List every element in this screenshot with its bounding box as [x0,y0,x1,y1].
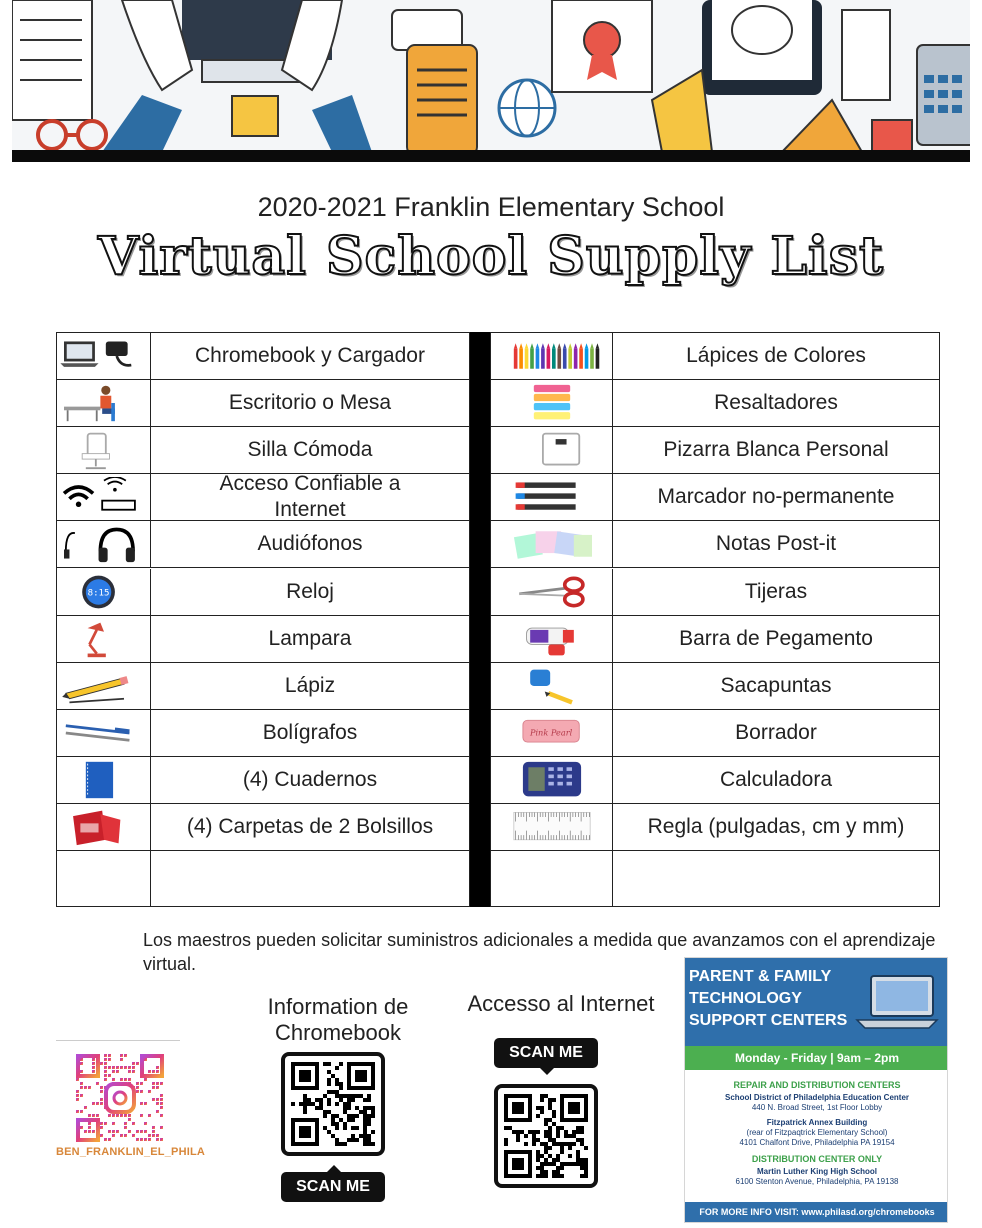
banner-divider [12,150,970,162]
supply-icon-cell [491,569,613,615]
divider-line [56,1040,180,1041]
supply-row [491,333,939,380]
laptop-icon [853,972,943,1032]
folder-icon [60,807,148,847]
pencil-icon [60,666,148,706]
page-subtitle: 2020-2021 Franklin Elementary School [257,192,725,222]
supply-row [491,616,939,663]
tech-support-flyer [684,957,948,1223]
supply-table [56,332,940,907]
flyer-location-address: 440 N. Broad Street, 1st Floor Lobby [751,1103,883,1112]
supply-label: Marcador no-permanente [657,485,895,509]
supply-icon-cell [57,804,151,850]
supply-label: Resaltadores [714,391,838,415]
supply-icon-cell [57,663,151,709]
supply-label: Lápices de Colores [686,344,866,368]
supply-row [491,380,939,427]
internet-scan-me-label: SCAN ME [494,1038,598,1068]
wifi-icon [60,477,148,517]
supply-icon-cell [57,851,151,906]
highlighters-icon [494,383,610,423]
colored-pencils-icon [494,336,610,376]
supply-label: Pizarra Blanca Personal [663,438,889,462]
supply-label: Lápiz [284,673,336,697]
flyer-heading: PARENT & FAMILY TECHNOLOGY SUPPORT CENTERS [689,968,848,1029]
supply-row [57,380,469,427]
supply-icon-cell [491,333,613,379]
supply-icon-cell [57,521,151,567]
supply-label: (4) Cuadernos [242,767,378,791]
supply-label: Calculadora [719,767,833,791]
flyer-body [685,1076,948,1187]
supply-row [491,663,939,710]
teacher-note: Los maestros pueden solicitar suministros adicionales a medida que avanzamos con el aprendizaje virtual. [143,930,936,974]
supply-icon-cell [491,663,613,709]
supply-row [57,427,469,474]
supply-label: Lampara [268,626,352,650]
supply-row [57,474,469,521]
flyer-location-name: Fitzpatrick Annex Building [766,1118,868,1127]
supply-row [57,521,469,568]
supply-column-left [56,332,470,907]
supply-icon-cell [491,474,613,520]
headphones-icon [60,524,148,564]
chromebook-icon [60,336,148,376]
calculator-icon [494,760,610,800]
whiteboard-icon [494,430,610,470]
supply-icon-cell [491,710,613,756]
supply-label: Chromebook y Cargador [195,344,425,368]
supply-label: Regla (pulgadas, cm y mm) [647,815,905,839]
supply-row [57,663,469,710]
desk-icon [60,383,148,423]
supply-icon-cell [57,380,151,426]
header-banner [12,0,970,152]
supply-icon-cell [57,569,151,615]
markers-icon [494,477,610,517]
supply-icon-cell [57,333,151,379]
chromebook-qr-title: Information de Chromebook [267,994,409,1045]
supply-row [491,569,939,616]
supply-row [57,757,469,804]
supply-label [151,851,469,906]
flyer-section-heading: DISTRIBUTION CENTER ONLY [751,1154,883,1164]
supply-row [491,757,939,804]
internet-qr-code[interactable] [494,1084,598,1188]
page-title: Virtual School Supply List [98,226,884,287]
supply-icon-cell [491,380,613,426]
flyer-header [685,958,948,1046]
supply-icon-cell [491,804,613,850]
supply-row [57,710,469,757]
eraser-icon [494,713,610,753]
supply-icon-cell [57,757,151,803]
supply-row [57,333,469,380]
supply-row [491,427,939,474]
chromebook-qr-code[interactable] [281,1052,385,1156]
supply-label: Bolígrafos [262,720,358,744]
supply-label: Audiófonos [257,532,363,556]
supply-column-right [490,332,940,907]
svg-text:8:15: 8:15 [87,588,109,599]
supply-label: Sacapuntas [720,673,832,697]
supply-label [613,851,939,906]
supply-icon-cell [57,427,151,473]
supply-icon-cell [57,474,151,520]
svg-text:Pink Pearl: Pink Pearl [529,727,572,738]
supply-row [491,521,939,568]
sticky-notes-icon [494,524,610,564]
glue-stick-icon [494,619,610,659]
flyer-section-heading: REPAIR AND DISTRIBUTION CENTERS [733,1080,901,1090]
supply-label: Barra de Pegamento [679,626,873,650]
pen-icon [60,713,148,753]
chromebook-scan-me-label: SCAN ME [281,1172,385,1202]
supply-icon-cell [491,521,613,567]
scissors-icon [494,572,610,612]
column-divider [470,332,490,907]
supply-label: Silla Cómoda [247,438,373,462]
notebook-icon [60,760,148,800]
flyer-footer-link[interactable]: FOR MORE INFO VISIT: www.philasd.org/chromebooks [685,1202,948,1222]
flyer-location-name: School District of Philadelphia Education Center [724,1093,910,1102]
supply-icon-cell [491,851,613,906]
clock-icon [60,572,148,612]
supply-label: (4) Carpetas de 2 Bolsillos [186,815,434,839]
flyer-location-address: 6100 Stenton Avenue, Philadelphia, PA 19138 [735,1177,899,1186]
ruler-icon [494,807,610,847]
internet-qr-title: Accesso al Internet [467,991,655,1016]
supply-icon-cell [57,710,151,756]
supply-label: Tijeras [744,579,808,603]
flyer-location-name: Martin Luther King High School [757,1167,877,1176]
supply-label: Borrador [735,720,817,744]
supply-row [491,851,939,906]
supply-label: Acceso Confiable a Internet [219,472,401,522]
qr-code-icon [504,1094,588,1178]
supply-row [57,804,469,851]
flyer-location-note: (rear of Fitzpaqtrick Elementary School) [746,1128,888,1137]
supply-label: Reloj [286,579,334,603]
instagram-handle: BEN_FRANKLIN_EL_PHILA [56,1146,206,1158]
supply-label: Notas Post-it [715,532,837,556]
instagram-qr-code-icon[interactable] [76,1054,164,1142]
supply-icon-cell [491,757,613,803]
supply-row [57,569,469,616]
supply-row [491,710,939,757]
supply-icon-cell [491,427,613,473]
flyer-location-address: 4101 Chalfont Drive, Philadelphia PA 19154 [739,1138,895,1147]
lamp-icon [60,619,148,659]
supply-row [491,474,939,521]
qr-code-icon [291,1062,375,1146]
school-supplies-illustration [12,0,970,152]
supply-row [491,804,939,851]
supply-icon-cell [491,616,613,662]
sharpener-icon [494,666,610,706]
supply-icon-cell [57,616,151,662]
supply-row [57,851,469,906]
chair-icon [60,430,148,470]
flyer-hours: Monday - Friday | 9am – 2pm [685,1046,948,1070]
supply-row [57,616,469,663]
supply-label: Escritorio o Mesa [228,391,392,415]
